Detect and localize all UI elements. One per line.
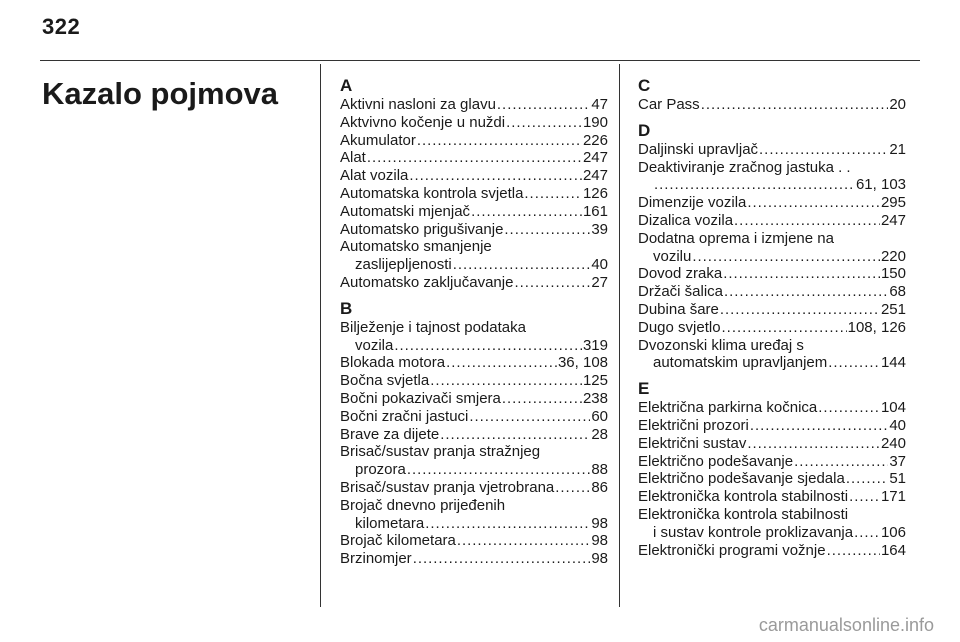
entry-term: Brojač kilometara bbox=[340, 532, 456, 550]
entry-line bbox=[638, 399, 906, 417]
entry-line bbox=[340, 149, 608, 167]
entry-term: i sustav kontrole proklizavanja bbox=[653, 523, 854, 541]
page-reference: 40 bbox=[889, 416, 906, 434]
page-reference: 125 bbox=[582, 372, 608, 390]
page-reference: 144 bbox=[880, 354, 906, 372]
entry-line bbox=[340, 319, 608, 337]
entry-term: prozora bbox=[355, 461, 406, 479]
index-entry bbox=[638, 212, 906, 230]
entry-term: Brzinomjer bbox=[340, 550, 412, 568]
entry-line bbox=[638, 435, 906, 453]
dot-leader bbox=[440, 426, 590, 444]
entry-term: Dugo svjetlo bbox=[638, 318, 721, 336]
index-entry bbox=[340, 96, 608, 114]
entry-line bbox=[638, 319, 906, 337]
entry-term: Elektronička kontrola stabilnosti bbox=[638, 488, 849, 506]
entry-term: Držači šalica bbox=[638, 283, 724, 301]
dot-leader bbox=[469, 408, 590, 426]
page-reference: 247 bbox=[880, 211, 906, 229]
index-entry bbox=[638, 488, 906, 506]
index-entry bbox=[340, 372, 608, 390]
page-reference: 161 bbox=[582, 202, 608, 220]
page-reference: 51 bbox=[889, 470, 906, 488]
entry-line bbox=[638, 470, 906, 488]
entry-line bbox=[340, 408, 608, 426]
entry-line bbox=[340, 372, 608, 390]
dot-leader bbox=[723, 265, 880, 283]
entry-term: Car Pass bbox=[638, 96, 700, 113]
entry-line bbox=[340, 203, 608, 221]
section-letter: A bbox=[340, 76, 353, 95]
page-reference: 68 bbox=[889, 283, 906, 301]
dot-leader bbox=[446, 354, 557, 372]
page-reference: 60 bbox=[591, 407, 608, 425]
index-entry bbox=[340, 132, 608, 150]
section-letter: B bbox=[340, 298, 353, 318]
index-entry bbox=[340, 167, 608, 185]
entry-line bbox=[340, 337, 608, 355]
dot-leader bbox=[827, 542, 880, 560]
entry-term: Električni sustav bbox=[638, 434, 747, 452]
entry-line bbox=[340, 221, 608, 239]
page-reference: 108, 126 bbox=[847, 318, 906, 336]
entry-term: Električna parkirna kočnica bbox=[638, 399, 818, 417]
entry-line bbox=[340, 354, 608, 372]
entry-term: Automatsko prigušivanje bbox=[340, 220, 504, 238]
page-reference: 150 bbox=[880, 265, 906, 283]
page-reference: 88 bbox=[591, 461, 608, 479]
index-entry bbox=[638, 453, 906, 471]
dot-leader bbox=[502, 390, 582, 408]
index-column-2 bbox=[638, 76, 906, 566]
index-entry bbox=[340, 354, 608, 372]
index-entry bbox=[638, 399, 906, 417]
entry-line bbox=[340, 461, 608, 479]
entry-line bbox=[638, 283, 906, 301]
index-title: Kazalo pojmova bbox=[42, 76, 278, 111]
page-reference: 27 bbox=[591, 273, 608, 291]
entry-term: Deaktiviranje zračnog jastuka . . bbox=[638, 158, 851, 176]
index-entry bbox=[340, 274, 608, 292]
page-reference: 171 bbox=[880, 488, 906, 506]
page-reference: 164 bbox=[880, 541, 906, 559]
dot-leader bbox=[854, 524, 880, 542]
index-entry bbox=[340, 238, 608, 274]
dot-leader bbox=[524, 185, 582, 203]
index-entry bbox=[340, 550, 608, 568]
entry-line bbox=[638, 230, 906, 248]
entry-line bbox=[340, 443, 608, 461]
page-reference: 190 bbox=[582, 113, 608, 131]
page-reference: 21 bbox=[889, 140, 906, 158]
dot-leader bbox=[413, 550, 591, 568]
page-reference: 238 bbox=[582, 389, 608, 407]
entry-term: Dvozonski klima uređaj s bbox=[638, 336, 804, 354]
entry-term: vozila bbox=[355, 336, 394, 354]
section-letter: D bbox=[638, 120, 651, 140]
entry-term: Akumulator bbox=[340, 131, 416, 149]
entry-line bbox=[340, 96, 608, 114]
entry-term: Dovod zraka bbox=[638, 265, 723, 283]
dot-leader bbox=[849, 488, 880, 506]
index-entry bbox=[638, 319, 906, 337]
entry-term: Bilježenje i tajnost podataka bbox=[340, 318, 526, 336]
entry-term: Brave za dijete bbox=[340, 425, 440, 443]
entry-term: Dimenzije vozila bbox=[638, 194, 747, 212]
dot-leader bbox=[692, 248, 880, 266]
entry-line bbox=[340, 479, 608, 497]
dot-leader bbox=[394, 337, 582, 355]
page-reference: 240 bbox=[880, 434, 906, 452]
dot-leader bbox=[497, 96, 590, 114]
index-entry bbox=[638, 230, 906, 266]
index-entry bbox=[340, 203, 608, 221]
column-divider-left bbox=[320, 64, 321, 607]
dot-leader bbox=[722, 319, 847, 337]
dot-leader bbox=[747, 194, 880, 212]
entry-term: Daljinski upravljač bbox=[638, 140, 759, 158]
entry-line bbox=[638, 212, 906, 230]
index-entry bbox=[638, 435, 906, 453]
entry-line bbox=[340, 550, 608, 568]
entry-line bbox=[638, 542, 906, 560]
page-reference: 28 bbox=[591, 425, 608, 443]
page-reference: 247 bbox=[582, 149, 608, 167]
entry-term: Aktvivno kočenje u nuždi bbox=[340, 113, 506, 131]
section-letter: E bbox=[638, 379, 650, 399]
watermark: carmanualsonline.info bbox=[758, 615, 934, 635]
index-entry bbox=[340, 221, 608, 239]
index-entry bbox=[340, 497, 608, 533]
dot-leader bbox=[407, 461, 590, 479]
entry-line bbox=[340, 185, 608, 203]
dot-leader bbox=[555, 479, 590, 497]
section-letter: C bbox=[638, 76, 651, 95]
index-section bbox=[340, 299, 608, 568]
entry-line bbox=[340, 390, 608, 408]
index-entry bbox=[340, 390, 608, 408]
entry-line bbox=[638, 301, 906, 319]
page-reference: 86 bbox=[591, 478, 608, 496]
entry-line bbox=[638, 248, 906, 266]
index-entry bbox=[638, 506, 906, 542]
entry-line bbox=[638, 417, 906, 435]
index-section bbox=[340, 76, 608, 292]
column-divider-right bbox=[619, 64, 620, 607]
entry-term: Automatski mjenjač bbox=[340, 202, 471, 220]
page-reference: 98 bbox=[591, 550, 608, 568]
page-reference: 37 bbox=[889, 452, 906, 470]
dot-leader bbox=[409, 167, 582, 185]
dot-leader bbox=[818, 399, 880, 417]
entry-term: Bočni zračni jastuci bbox=[340, 407, 469, 425]
entry-line bbox=[340, 426, 608, 444]
dot-leader bbox=[734, 212, 880, 230]
entry-line bbox=[638, 96, 906, 114]
index-entry bbox=[638, 159, 906, 195]
entry-term: Brisač/sustav pranja vjetrobrana bbox=[340, 478, 555, 496]
entry-term: Alat vozila bbox=[340, 167, 409, 185]
index-entry bbox=[638, 470, 906, 488]
index-entry bbox=[340, 408, 608, 426]
index-column-1 bbox=[340, 76, 608, 575]
entry-term: vozilu bbox=[653, 247, 692, 265]
dot-leader bbox=[724, 283, 888, 301]
dot-leader bbox=[828, 354, 880, 372]
index-entry bbox=[340, 319, 608, 355]
page-reference: 295 bbox=[880, 194, 906, 212]
page-reference: 40 bbox=[591, 256, 608, 274]
index-entry bbox=[340, 149, 608, 167]
entry-line bbox=[638, 194, 906, 212]
entry-term: zaslijepljenosti bbox=[355, 256, 452, 274]
dot-leader bbox=[457, 532, 590, 550]
entry-line bbox=[340, 256, 608, 274]
index-entry bbox=[340, 114, 608, 132]
entry-line bbox=[638, 488, 906, 506]
page-reference: 247 bbox=[582, 167, 608, 185]
page-reference: 226 bbox=[582, 131, 608, 149]
page-reference: 220 bbox=[880, 247, 906, 265]
entry-line bbox=[638, 176, 906, 194]
dot-leader bbox=[417, 132, 582, 150]
entry-term: Elektronička kontrola stabilnosti bbox=[638, 505, 849, 523]
entry-line bbox=[638, 159, 906, 177]
page-reference: 47 bbox=[591, 96, 608, 113]
index-entry bbox=[638, 337, 906, 373]
dot-leader bbox=[453, 256, 591, 274]
entry-term: Električno podešavanje bbox=[638, 452, 794, 470]
page-reference: 126 bbox=[582, 184, 608, 202]
index-entry bbox=[638, 265, 906, 283]
index-entry bbox=[340, 443, 608, 479]
entry-term: Električni prozori bbox=[638, 416, 749, 434]
header-rule bbox=[40, 60, 920, 61]
dot-leader bbox=[514, 274, 590, 292]
entry-term: Blokada motora bbox=[340, 354, 446, 372]
dot-leader bbox=[750, 417, 888, 435]
dot-leader bbox=[471, 203, 582, 221]
entry-term: Električno podešavanje sjedala bbox=[638, 470, 845, 488]
dot-leader bbox=[701, 96, 889, 114]
entry-line bbox=[340, 167, 608, 185]
page-reference: 98 bbox=[591, 532, 608, 550]
entry-term: Bočna svjetla bbox=[340, 372, 430, 390]
entry-term: Automatsko zaključavanje bbox=[340, 273, 514, 291]
entry-term: Dubina šare bbox=[638, 300, 719, 318]
entry-line bbox=[340, 274, 608, 292]
entry-term: Aktivni nasloni za glavu bbox=[340, 96, 496, 113]
index-entry bbox=[340, 426, 608, 444]
entry-term: Bočni pokazivači smjera bbox=[340, 389, 501, 407]
entry-term: kilometara bbox=[355, 514, 425, 532]
page-number: 322 bbox=[42, 14, 81, 39]
entry-line bbox=[340, 532, 608, 550]
entry-line bbox=[638, 141, 906, 159]
dot-leader bbox=[759, 141, 888, 159]
index-entry bbox=[638, 417, 906, 435]
entry-term: Automatsko smanjenje bbox=[340, 238, 492, 256]
entry-term: Dodatna oprema i izmjene na bbox=[638, 229, 834, 247]
entry-line bbox=[638, 337, 906, 355]
entry-line bbox=[638, 506, 906, 524]
entry-term: Brisač/sustav pranja stražnjeg bbox=[340, 443, 541, 461]
page-reference: 61, 103 bbox=[855, 176, 906, 194]
dot-leader bbox=[367, 149, 582, 167]
entry-term: Brojač dnevno prijeđenih bbox=[340, 496, 506, 514]
index-section bbox=[638, 76, 906, 114]
index-entry bbox=[340, 532, 608, 550]
page-reference: 98 bbox=[591, 514, 608, 532]
dot-leader bbox=[506, 114, 582, 132]
index-section bbox=[638, 121, 906, 372]
index-section bbox=[638, 379, 906, 559]
index-entry bbox=[638, 301, 906, 319]
dot-leader bbox=[425, 515, 590, 533]
index-entry bbox=[340, 185, 608, 203]
index-entry bbox=[638, 194, 906, 212]
index-entry bbox=[638, 141, 906, 159]
page-reference: 251 bbox=[880, 300, 906, 318]
entry-line bbox=[340, 114, 608, 132]
dot-leader bbox=[747, 435, 880, 453]
entry-term: Elektronički programi vožnje bbox=[638, 541, 826, 559]
dot-leader bbox=[654, 176, 855, 194]
dot-leader bbox=[430, 372, 582, 390]
entry-line bbox=[638, 453, 906, 471]
page-reference: 36, 108 bbox=[557, 354, 608, 372]
entry-line bbox=[638, 524, 906, 542]
entry-term: automatskim upravljanjem bbox=[653, 354, 828, 372]
page-reference: 39 bbox=[591, 220, 608, 238]
index-entry bbox=[340, 479, 608, 497]
page-reference: 106 bbox=[880, 523, 906, 541]
page-reference: 20 bbox=[889, 96, 906, 113]
dot-leader bbox=[846, 470, 889, 488]
dot-leader bbox=[794, 453, 888, 471]
index-entry bbox=[638, 96, 906, 114]
entry-line bbox=[638, 265, 906, 283]
index-entry bbox=[638, 542, 906, 560]
entry-line bbox=[340, 132, 608, 150]
dot-leader bbox=[504, 221, 590, 239]
entry-line bbox=[340, 238, 608, 256]
page-reference: 104 bbox=[880, 399, 906, 417]
index-entry bbox=[638, 283, 906, 301]
entry-term: Dizalica vozila bbox=[638, 211, 734, 229]
entry-line bbox=[638, 354, 906, 372]
entry-line bbox=[340, 497, 608, 515]
page-reference: 319 bbox=[582, 336, 608, 354]
entry-term: Automatska kontrola svjetla bbox=[340, 184, 524, 202]
entry-line bbox=[340, 515, 608, 533]
entry-term: Alat bbox=[340, 149, 366, 167]
dot-leader bbox=[720, 301, 880, 319]
